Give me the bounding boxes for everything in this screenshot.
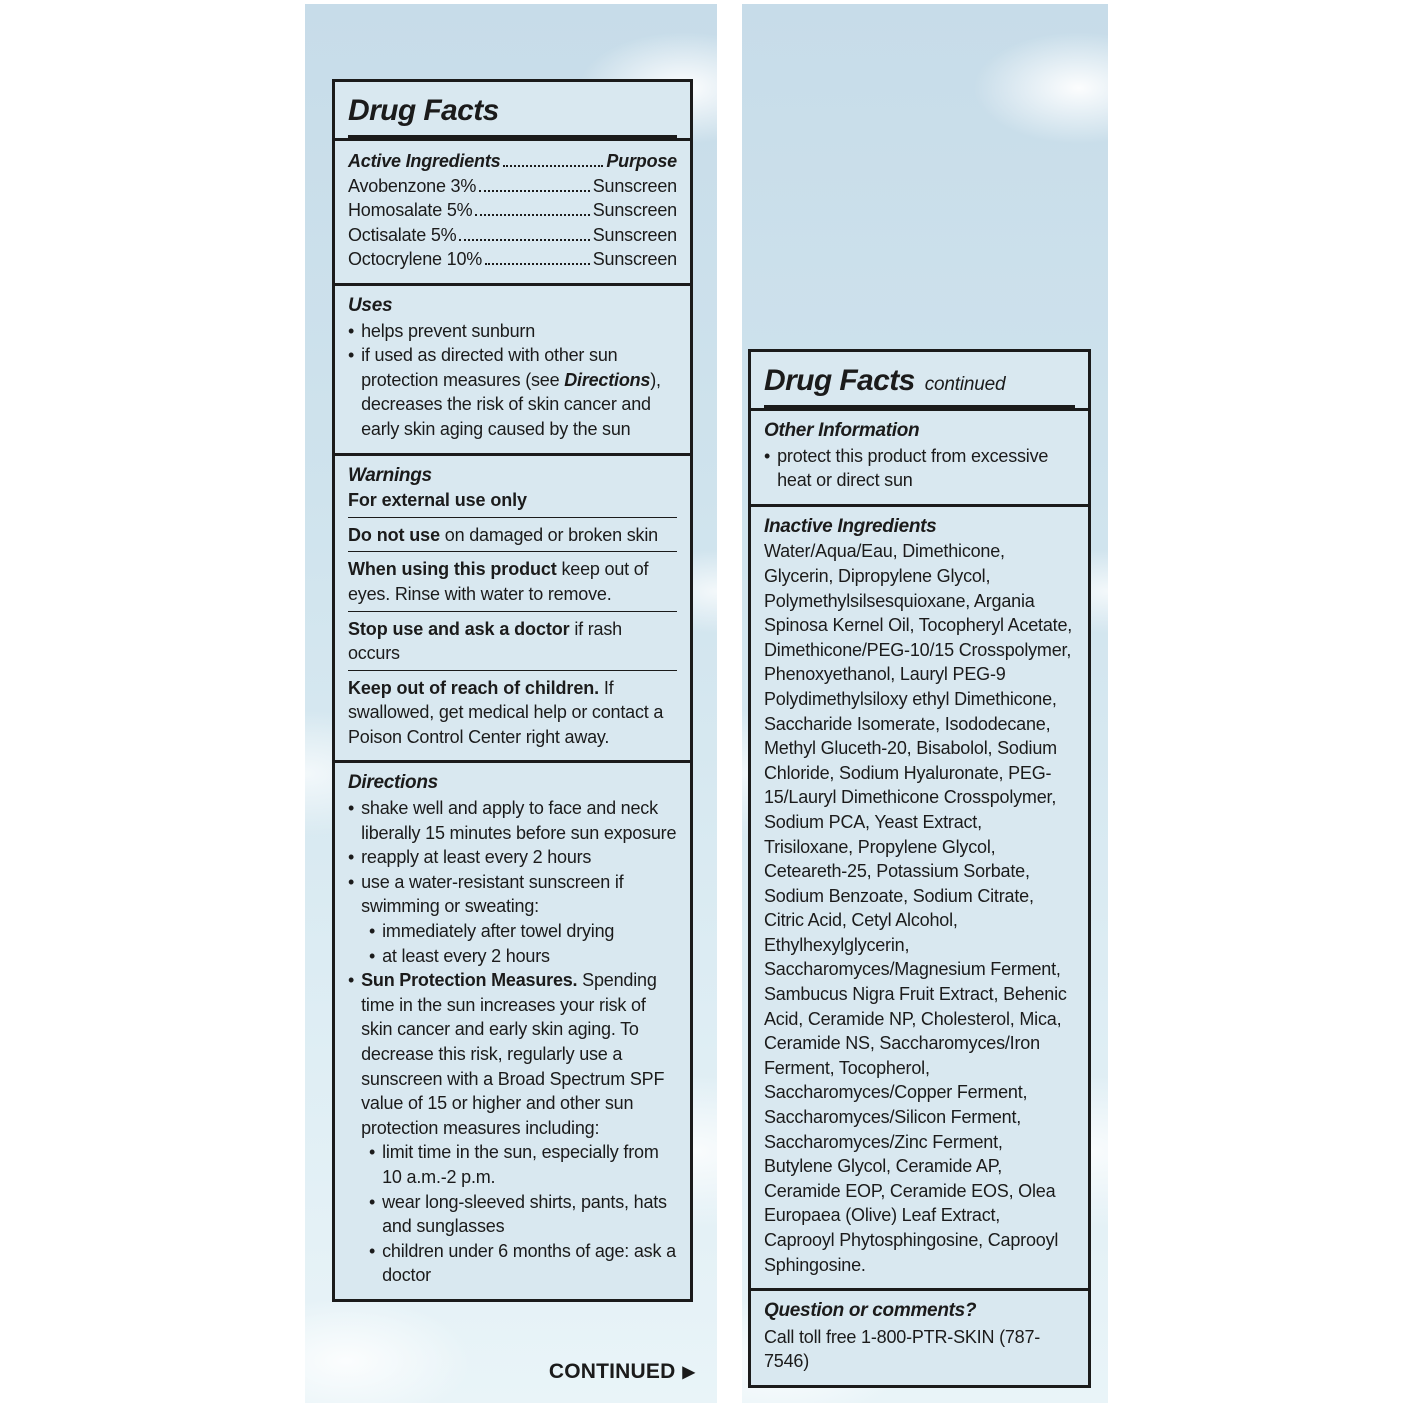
- questions-section: [751, 1288, 1088, 1385]
- warning-item: When using this product keep out of eyes. Rinse with water to remove.: [348, 557, 677, 611]
- ingredient-purpose: Sunscreen: [592, 200, 677, 221]
- uses-bullet: • if used as directed with other sun protection measures (see Directions), decreases the risk of skin cancer and early skin aging caused by the sun: [348, 343, 677, 441]
- directions-section: [335, 760, 690, 1298]
- other-information-bullet: • protect this product from excessive heat or direct sun: [764, 444, 1075, 493]
- warnings-section: [335, 453, 690, 761]
- ingredient-purpose: Sunscreen: [592, 249, 677, 270]
- warning-item: Stop use and ask a doctor if rash occurs: [348, 617, 677, 671]
- active-ingredient-row: [348, 198, 677, 223]
- purpose-label: Purpose: [606, 151, 677, 171]
- ingredient-name: Homosalate 5%: [348, 200, 473, 221]
- directions-sub-bullet: • at least every 2 hours: [369, 944, 677, 969]
- continued-suffix: continued: [924, 374, 1006, 395]
- directions-sub-bullet: • children under 6 months of age: ask a doctor: [369, 1239, 677, 1288]
- active-ingredients-section: [335, 138, 690, 283]
- package-panel-right: [742, 4, 1108, 1403]
- dotted-leader: [479, 190, 590, 192]
- drug-facts-title: Drug Facts: [348, 94, 499, 127]
- inactive-ingredients-section: [751, 504, 1088, 1288]
- ingredient-name: Octocrylene 10%: [348, 249, 483, 270]
- sun-protection-measures-label: Sun Protection Measures.: [361, 970, 578, 991]
- directions-sub-bullet: • limit time in the sun, especially from 10 a.m.-2 p.m.: [369, 1140, 677, 1189]
- other-information-heading: Other Information: [764, 420, 920, 441]
- dotted-leader: [459, 239, 589, 241]
- drug-facts-box: [332, 79, 693, 1302]
- active-ingredients-label: Active Ingredients: [348, 151, 501, 171]
- continued-label: CONTINUED: [548, 1360, 676, 1383]
- ingredient-name: Avobenzone 3%: [348, 175, 477, 196]
- directions-bullet: • Sun Protection Measures. Spending time in the sun increases your risk of skin cancer and early skin aging. To decrease this risk, regularly use a sunscreen with a Broad Spectrum SPF value of 15 or higher and other sun protection measures including:: [348, 968, 677, 1140]
- questions-phone: Call toll free 1-800-PTR-SKIN (787-7546): [764, 1326, 1041, 1372]
- uses-heading: Uses: [348, 294, 393, 316]
- ingredient-purpose: Sunscreen: [592, 224, 677, 245]
- continued-marker: [549, 1360, 695, 1384]
- package-panel-left: [305, 4, 717, 1403]
- drug-facts-continued-title-section: [751, 352, 1088, 408]
- uses-section: [335, 283, 690, 453]
- directions-sub-bullet: • wear long-sleeved shirts, pants, hats and sunglasses: [369, 1190, 677, 1239]
- drug-facts-continued-box: [748, 349, 1091, 1388]
- other-information-section: [751, 408, 1088, 504]
- directions-bullet: • use a water-resistant sunscreen if swimming or sweating:: [348, 870, 677, 919]
- ingredient-name: Octisalate 5%: [348, 224, 457, 245]
- inactive-ingredients-list: Water/Aqua/Eau, Dimethicone, Glycerin, Dipropylene Glycol, Polymethylsilsesquioxane, Argania Spinosa Kernel Oil, Tocopheryl Acetate, Dimethicone/PEG-10/15 Crosspolymer, Phenoxyethanol, Lauryl PEG-9 Polydimethylsiloxy ethyl Dimethicone, Saccharide Isomerate, Isododecane, Methyl Gluceth-20, Bisabolol, Sodium Chloride, Sodium Hyaluronate, PEG-15/Lauryl Dimethicone Crosspolymer, Sodium PCA, Yeast Extract, Trisiloxane, Propylene Glycol, Ceteareth-25, Potassium Sorbate, Sodium Benzoate, Sodium Citrate, Citric Acid, Cetyl Alcohol, Ethylhexylglycerin, Saccharomyces/Magnesium Ferment, Sambucus Nigra Fruit Extract, Behenic Acid, Ceramide NP, Cholesterol, Mica, Ceramide NS, Saccharomyces/Iron Ferment, Tocopherol, Saccharomyces/Copper Ferment, Saccharomyces/Silicon Ferment, Saccharomyces/Zinc Ferment, Butylene Glycol, Ceramide AP, Ceramide EOP, Ceramide EOS, Olea Europaea (Olive) Leaf Extract, Caprooyl Phytosphingosine, Caprooyl Sphingosine.: [764, 541, 1073, 1275]
- directions-bullet: • reapply at least every 2 hours: [348, 845, 677, 870]
- active-ingredient-row: [348, 223, 677, 248]
- directions-bullet: • shake well and apply to face and neck liberally 15 minutes before sun exposure: [348, 796, 677, 845]
- warnings-heading: Warnings: [348, 464, 432, 486]
- directions-heading: Directions: [348, 772, 438, 794]
- ingredient-purpose: Sunscreen: [592, 175, 677, 196]
- active-ingredients-header: [348, 149, 677, 174]
- active-ingredient-row: [348, 174, 677, 199]
- directions-reference: Directions: [564, 369, 651, 390]
- warning-item: For external use only: [348, 488, 677, 518]
- continued-arrow-icon: ▶: [682, 1363, 695, 1381]
- inactive-ingredients-heading: Inactive Ingredients: [764, 515, 937, 537]
- dotted-leader: [475, 214, 589, 216]
- directions-sub-bullet: • immediately after towel drying: [369, 919, 677, 944]
- drug-facts-title: Drug Facts: [764, 364, 915, 397]
- warning-item: Keep out of reach of children. If swallowed, get medical help or contact a Poison Control Center right away.: [348, 677, 664, 747]
- active-ingredient-row: [348, 247, 677, 272]
- dotted-leader: [503, 165, 603, 167]
- drug-facts-title-section: [335, 82, 690, 138]
- uses-bullet: • helps prevent sunburn: [348, 319, 677, 344]
- questions-heading: Question or comments?: [764, 1300, 977, 1322]
- dotted-leader: [485, 263, 590, 265]
- warning-item: Do not use on damaged or broken skin: [348, 523, 677, 553]
